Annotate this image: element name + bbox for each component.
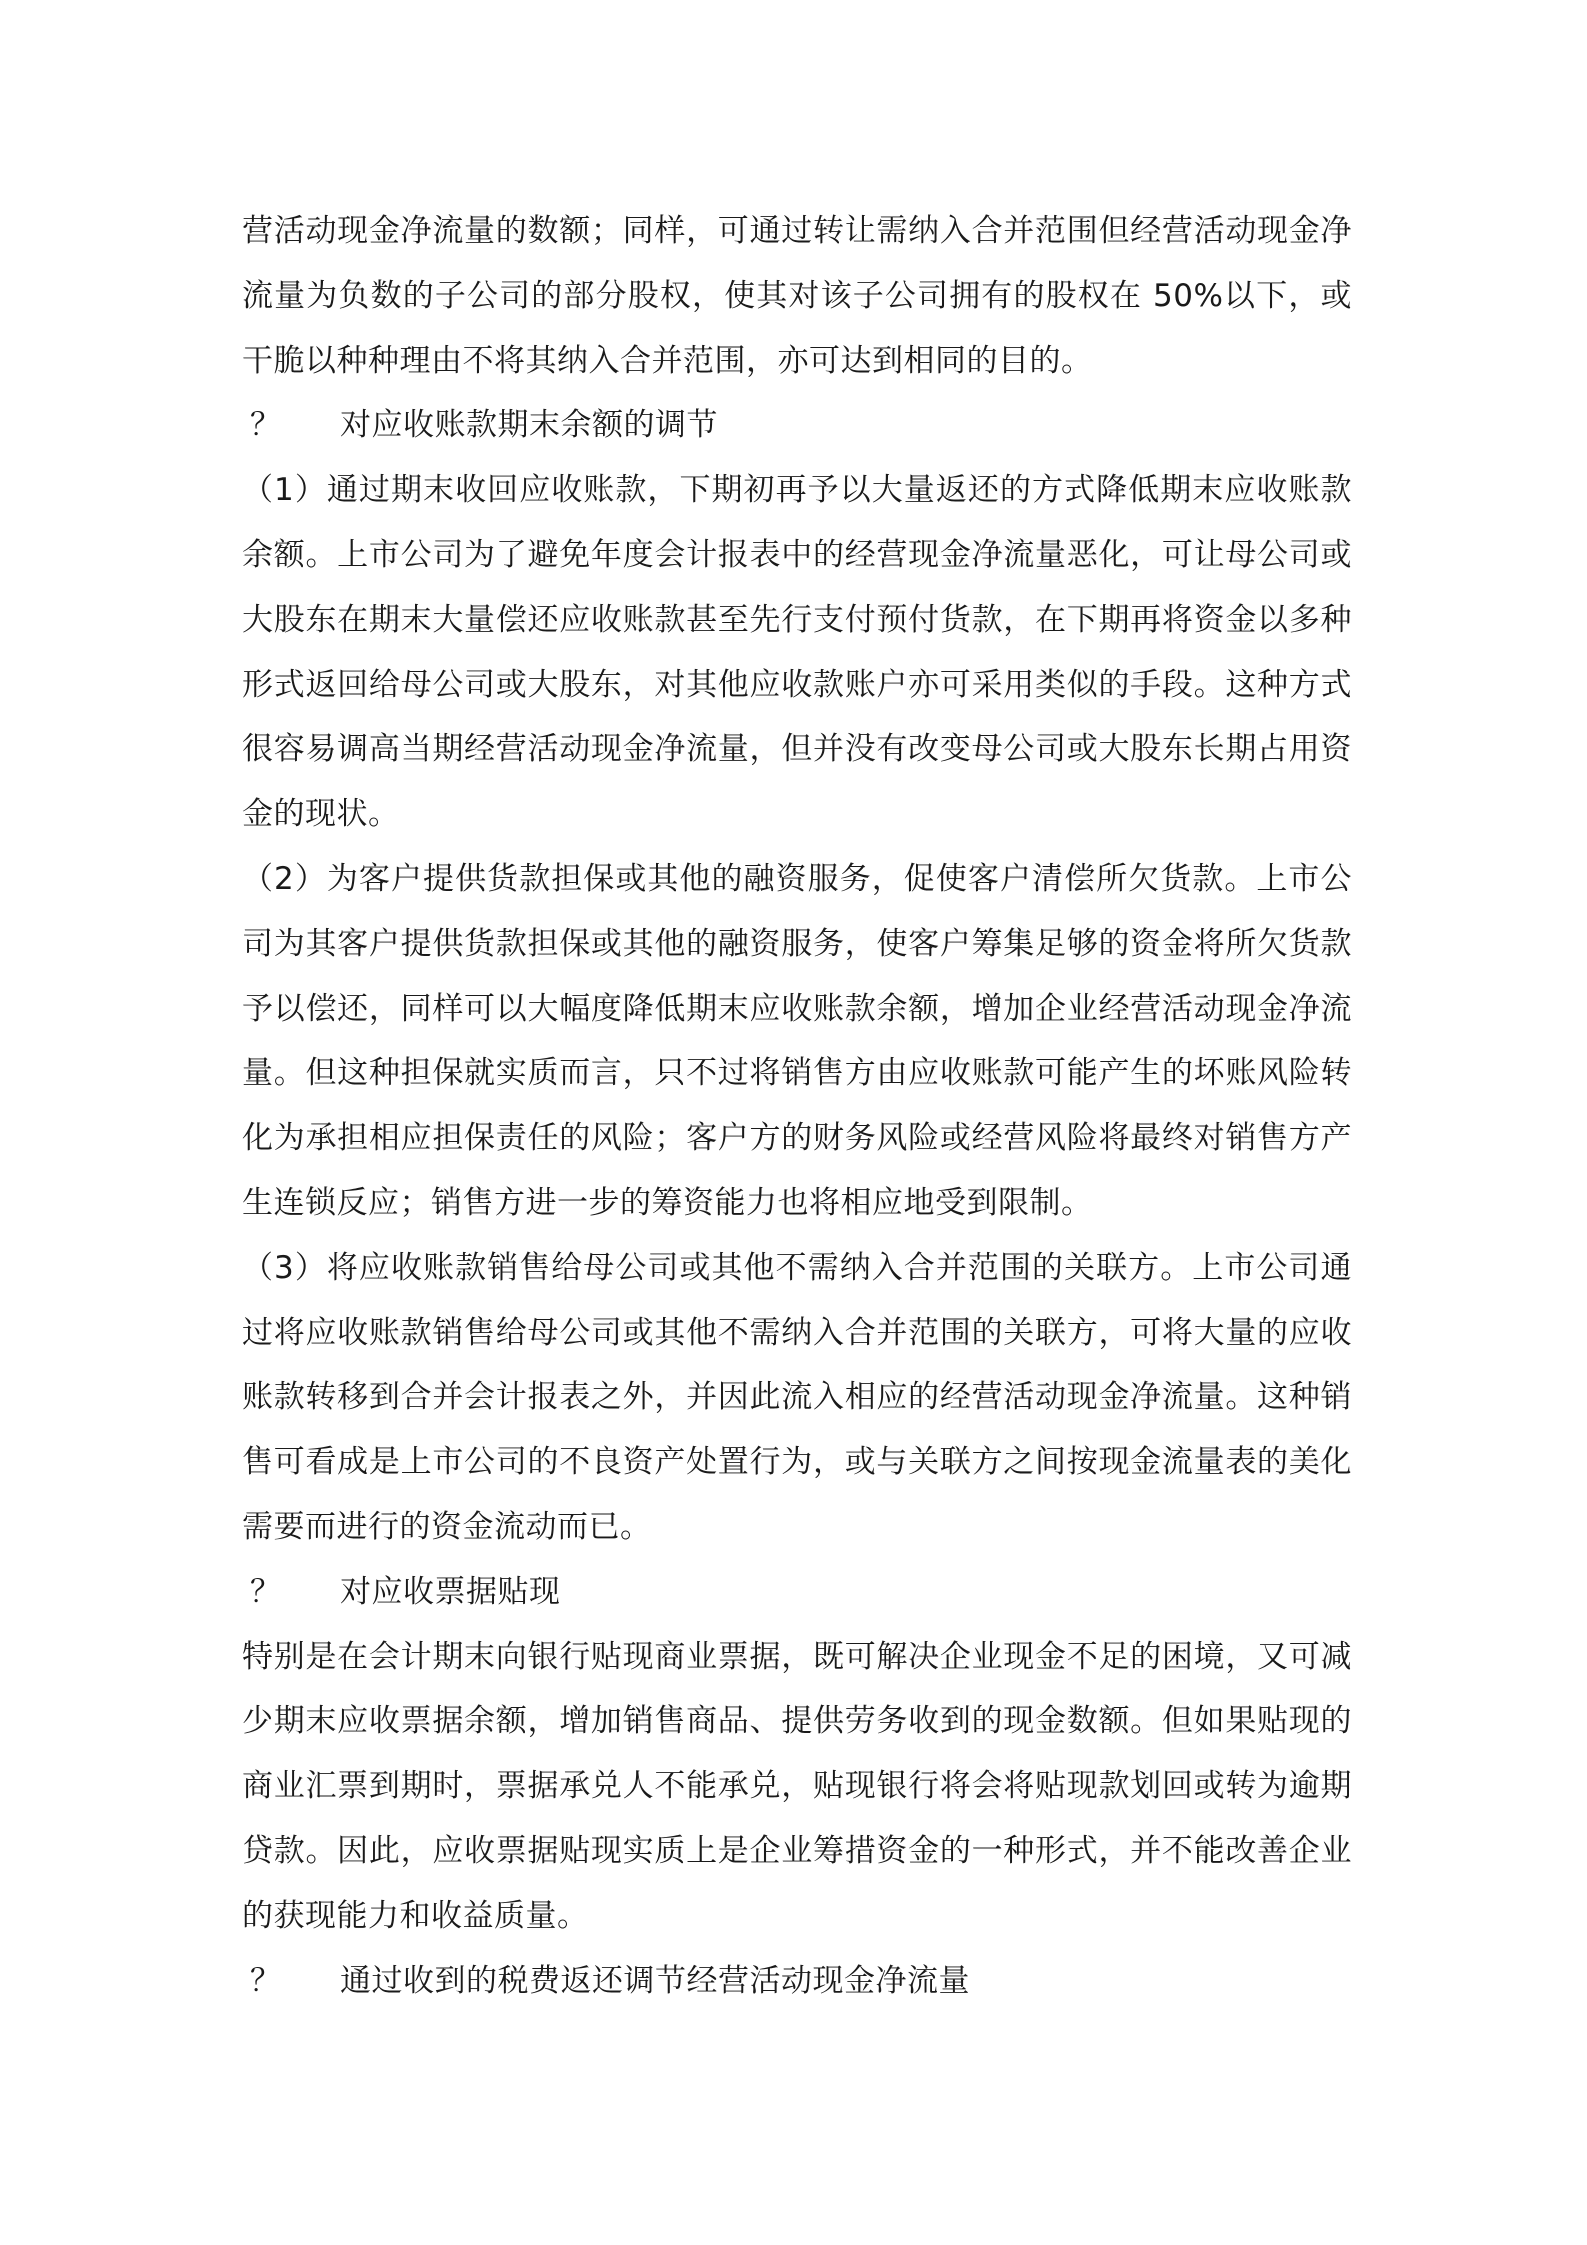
- section-heading-notes-discount: [242, 1560, 1352, 1625]
- section-heading-tax-refund: [242, 1949, 1352, 2014]
- bullet-marker: ？: [250, 1962, 282, 1999]
- paragraph-notes-discount: 特别是在会计期末向银行贴现商业票据，既可解决企业现金不足的困境，又可减少期末应收票据余额，增加销售商品、提供劳务收到的现金数额。但如果贴现的商业汇票到期时，票据承兑人不能承兑，贴现银行将会将贴现款划回或转为逾期贷款。因此，应收票据贴现实质上是企业筹措资金的一种形式，并不能改善企业的获现能力和收益质量。: [242, 1638, 1352, 1934]
- section-heading-receivables: [242, 393, 1352, 458]
- section-heading-text: 对应收账款期末余额的调节: [340, 407, 718, 444]
- document-body: [242, 199, 1352, 2013]
- bullet-marker: ？: [250, 407, 282, 444]
- section-heading-text: 对应收票据贴现: [340, 1573, 561, 1610]
- paragraph-item-1: （1）通过期末收回应收账款，下期初再予以大量返还的方式降低期末应收账款余额。上市公司为了避免年度会计报表中的经营现金净流量恶化，可让母公司或大股东在期末大量偿还应收账款甚至先行支付预付货款，在下期再将资金以多种形式返回给母公司或大股东，对其他应收款账户亦可采用类似的手段。这种方式很容易调高当期经营活动现金净流量，但并没有改变母公司或大股东长期占用资金的现状。: [242, 472, 1352, 833]
- section-heading-text: 通过收到的税费返还调节经营活动现金净流量: [340, 1962, 970, 1999]
- paragraph-item-2: （2）为客户提供货款担保或其他的融资服务，促使客户清偿所欠货款。上市公司为其客户提供货款担保或其他的融资服务，使客户筹集足够的资金将所欠货款予以偿还，同样可以大幅度降低期末应收账款余额，增加企业经营活动现金净流量。但这种担保就实质而言，只不过将销售方由应收账款可能产生的坏账风险转化为承担相应担保责任的风险；客户方的财务风险或经营风险将最终对销售方产生连锁反应；销售方进一步的筹资能力也将相应地受到限制。: [242, 860, 1352, 1221]
- bullet-marker: ？: [250, 1573, 282, 1610]
- paragraph-continuation: 营活动现金净流量的数额；同样，可通过转让需纳入合并范围但经营活动现金净流量为负数的子公司的部分股权，使其对该子公司拥有的股权在 50%以下，或干脆以种种理由不将其纳入合并范围，亦可达到相同的目的。: [242, 213, 1352, 379]
- paragraph-item-3: （3）将应收账款销售给母公司或其他不需纳入合并范围的关联方。上市公司通过将应收账款销售给母公司或其他不需纳入合并范围的关联方，可将大量的应收账款转移到合并会计报表之外，并因此流入相应的经营活动现金净流量。这种销售可看成是上市公司的不良资产处置行为，或与关联方之间按现金流量表的美化需要而进行的资金流动而已。: [242, 1249, 1352, 1545]
